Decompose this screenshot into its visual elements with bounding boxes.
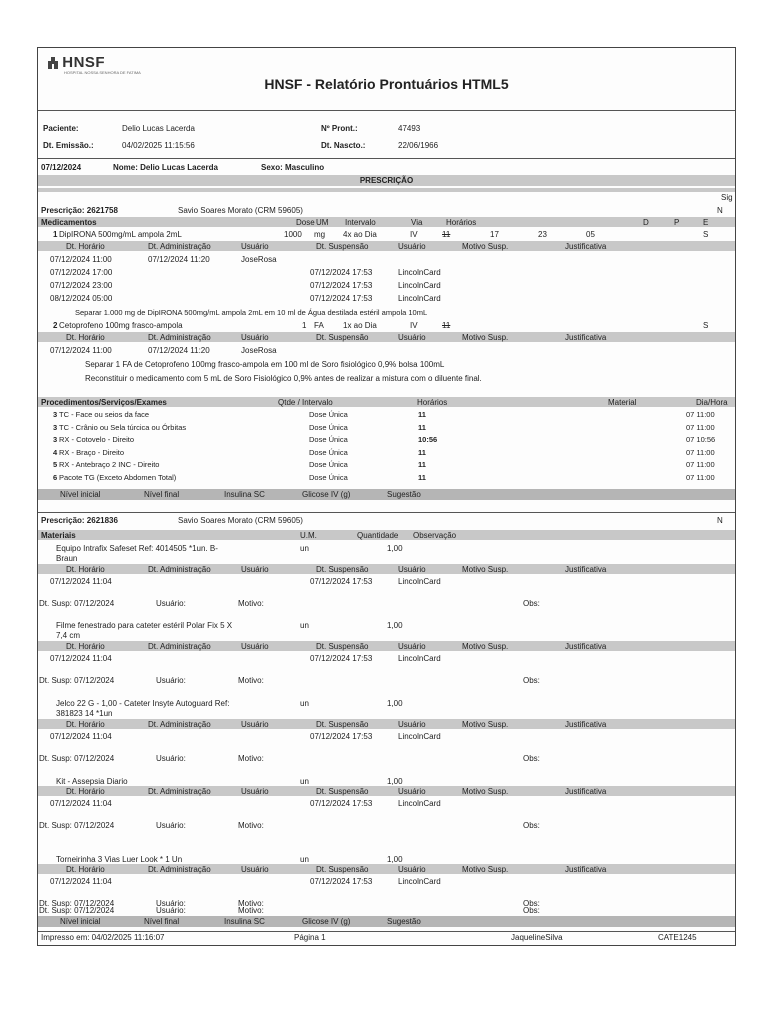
suspension-user-label: Usuário: bbox=[156, 754, 186, 763]
logo-text: HNSF bbox=[62, 54, 106, 71]
suspension-user-label: Usuário: bbox=[156, 821, 186, 830]
col-reason: Motivo Susp. bbox=[462, 720, 509, 729]
procedure-number: 5 bbox=[53, 460, 58, 470]
admin-row-suspension: 07/12/2024 17:53 bbox=[310, 732, 373, 741]
suspension-user-label: Usuário: bbox=[156, 899, 186, 908]
col-user2: Usuário bbox=[398, 720, 426, 729]
med-name: DipIRONA 500mg/mL ampola 2mL bbox=[59, 230, 182, 239]
hospital-building-icon bbox=[46, 56, 60, 70]
col-justification: Justificativa bbox=[565, 787, 607, 796]
med-time: 05 bbox=[586, 230, 595, 239]
admin-row-user2: LincolnCard bbox=[398, 577, 441, 586]
prescription-2-flag: N bbox=[717, 516, 723, 525]
admin-row-suspension: 07/12/2024 17:53 bbox=[310, 281, 373, 290]
prescription-2-doctor: Savio Soares Morato (CRM 59605) bbox=[178, 516, 303, 525]
admin-row-user2: LincolnCard bbox=[398, 877, 441, 886]
admin-row-administered: 07/12/2024 11:20 bbox=[148, 346, 210, 355]
suspension-date: Dt. Susp: 07/12/2024 bbox=[39, 599, 115, 608]
birth-date-label: Dt. Nascto.: bbox=[321, 141, 366, 150]
procedure-name: RX - Cotovelo - Direito bbox=[59, 435, 135, 445]
divider bbox=[38, 110, 735, 111]
admin-header-band bbox=[38, 864, 735, 874]
materials-header: Materiais bbox=[41, 531, 76, 540]
suspension-date: Dt. Susp: 07/12/2024 bbox=[39, 899, 115, 908]
procedure-time: 10:56 bbox=[418, 435, 438, 445]
col-interval: Intervalo bbox=[345, 218, 376, 227]
col-e: E bbox=[703, 218, 709, 227]
material-name-cont: 381823 14 *1un bbox=[56, 709, 113, 718]
procedure-time: 11 bbox=[418, 410, 426, 419]
admin-row-user2: LincolnCard bbox=[398, 732, 441, 741]
procedure-name: RX - Braço - Direito bbox=[59, 447, 125, 457]
admin-row-user2: LincolnCard bbox=[398, 654, 441, 663]
col-quantity: Quantidade bbox=[357, 531, 399, 540]
material-unit: un bbox=[300, 544, 309, 553]
suspension-reason-label: Motivo: bbox=[238, 821, 264, 830]
meds-header: Medicamentos bbox=[41, 218, 97, 227]
col-um: U.M. bbox=[300, 531, 317, 540]
col-time: Dt. Horário bbox=[66, 565, 105, 574]
col-administration: Dt. Administração bbox=[148, 865, 211, 874]
procedure-number: 4 bbox=[53, 447, 58, 457]
admin-header-band bbox=[38, 241, 735, 251]
col-time: Dt. Horário bbox=[66, 242, 105, 251]
printed-at: Impresso em: 04/02/2025 11:16:07 bbox=[41, 933, 165, 942]
suspension-obs-label: Obs: bbox=[523, 899, 540, 908]
suspension-date: Dt. Susp: 07/12/2024 bbox=[39, 906, 115, 915]
col-user: Usuário bbox=[241, 865, 269, 874]
col-justification: Justificativa bbox=[565, 242, 607, 251]
admin-header-band bbox=[38, 564, 735, 574]
material-name: Filme fenestrado para cateter estéril Polar Fix 5 X bbox=[56, 621, 233, 630]
suspension-date: Dt. Susp: 07/12/2024 bbox=[39, 821, 115, 830]
col-reason: Motivo Susp. bbox=[462, 565, 509, 574]
med-time: 11 bbox=[442, 321, 451, 330]
admin-row-suspension: 07/12/2024 17:53 bbox=[310, 654, 373, 663]
admin-header-band bbox=[38, 786, 735, 796]
col-reason: Motivo Susp. bbox=[462, 642, 509, 651]
col-reason: Motivo Susp. bbox=[462, 242, 509, 251]
procedure-name: TC - Face ou seios da face bbox=[59, 410, 150, 419]
admin-row-time: 07/12/2024 11:04 bbox=[50, 654, 112, 663]
col-administration: Dt. Administração bbox=[148, 642, 211, 651]
col-time: Dt. Horário bbox=[66, 865, 105, 874]
material-name: Jelco 22 G - 1,00 - Cateter Insyte Autoguard Ref: bbox=[56, 699, 230, 708]
prescription-date: 07/12/2024 bbox=[41, 163, 82, 172]
material-quantity: 1,00 bbox=[387, 544, 403, 553]
material-name-cont: Braun bbox=[56, 554, 78, 563]
col-justification: Justificativa bbox=[565, 865, 607, 874]
suspension-obs-label: Obs: bbox=[523, 821, 540, 830]
material-name: Kit - Assepsia Diario bbox=[56, 777, 128, 786]
emission-date-label: Dt. Emissão.: bbox=[43, 141, 94, 150]
procedure-quantity: Dose Única bbox=[309, 473, 348, 482]
col-user: Usuário bbox=[241, 242, 269, 251]
med-flag-e: S bbox=[703, 321, 709, 330]
col-suspension: Dt. Suspensão bbox=[316, 865, 369, 874]
procedure-day-time: 07 11:00 bbox=[686, 410, 715, 419]
document-code: CATE1245 bbox=[658, 933, 697, 942]
final-level-label: Nível final bbox=[144, 490, 180, 499]
procedure-day-time: 07 11:00 bbox=[686, 473, 715, 482]
col-times: Horários bbox=[446, 218, 477, 227]
suspension-obs-label: Obs: bbox=[523, 599, 540, 608]
hospital-logo bbox=[46, 54, 141, 75]
admin-row-time: 07/12/2024 23:00 bbox=[50, 281, 113, 290]
col-administration: Dt. Administração bbox=[148, 333, 211, 342]
procedure-quantity: Dose Única bbox=[309, 410, 348, 419]
admin-row-user2: LincolnCard bbox=[398, 799, 441, 808]
initial-level-label: Nível inicial bbox=[60, 917, 101, 926]
emission-date: 04/02/2025 11:15:56 bbox=[122, 141, 195, 150]
report-page bbox=[37, 47, 736, 946]
col-reason: Motivo Susp. bbox=[462, 787, 509, 796]
suspension-obs-label: Obs: bbox=[523, 906, 540, 915]
col-times: Horários bbox=[417, 398, 448, 407]
suggestion-label: Sugestão bbox=[387, 917, 421, 926]
prescription-1-flag: N bbox=[717, 206, 723, 215]
col-time: Dt. Horário bbox=[66, 333, 105, 342]
procedure-time: 11 bbox=[418, 422, 426, 432]
col-user2: Usuário bbox=[398, 642, 426, 651]
col-um: UM bbox=[316, 218, 329, 227]
material-name-cont: 7,4 cm bbox=[56, 631, 81, 640]
admin-row-time: 07/12/2024 11:00 bbox=[50, 346, 112, 355]
col-user: Usuário bbox=[241, 720, 269, 729]
med-number: 2 bbox=[53, 321, 58, 330]
procedure-time: 11 bbox=[418, 460, 426, 470]
col-user: Usuário bbox=[241, 642, 269, 651]
patient-label: Paciente: bbox=[43, 124, 79, 133]
admin-header-band bbox=[38, 641, 735, 651]
material-quantity: 1,00 bbox=[387, 621, 403, 630]
suspension-reason-label: Motivo: bbox=[238, 754, 264, 763]
col-d: D bbox=[643, 218, 649, 227]
admin-row-time: 07/12/2024 11:04 bbox=[50, 577, 112, 586]
birth-date: 22/06/1966 bbox=[398, 141, 439, 150]
material-quantity: 1,00 bbox=[387, 855, 403, 864]
suspension-date: Dt. Susp: 07/12/2024 bbox=[39, 676, 115, 685]
suggestion-label: Sugestão bbox=[387, 490, 421, 499]
procedure-quantity: Dose Única bbox=[309, 460, 348, 470]
material-unit: un bbox=[300, 855, 309, 864]
admin-row-suspension: 07/12/2024 17:53 bbox=[310, 799, 373, 808]
final-level-label: Nível final bbox=[144, 917, 180, 926]
procedure-day-time: 07 11:00 bbox=[686, 422, 715, 432]
initial-level-label: Nível inicial bbox=[60, 490, 101, 499]
col-suspension: Dt. Suspensão bbox=[316, 242, 369, 251]
procedure-time: 11 bbox=[418, 447, 426, 457]
admin-row-suspension: 07/12/2024 17:53 bbox=[310, 577, 373, 586]
admin-row-time: 07/12/2024 17:00 bbox=[50, 268, 113, 277]
suspension-user-label: Usuário: bbox=[156, 676, 186, 685]
med-time: 23 bbox=[538, 230, 547, 239]
suspension-date: Dt. Susp: 07/12/2024 bbox=[39, 754, 115, 763]
procedure-name: TC - Crânio ou Sela túrcica ou Órbitas bbox=[59, 422, 187, 432]
col-user2: Usuário bbox=[398, 787, 426, 796]
col-time: Dt. Horário bbox=[66, 642, 105, 651]
procedure-time: 11 bbox=[418, 473, 426, 482]
material-unit: un bbox=[300, 699, 309, 708]
admin-header-band bbox=[38, 719, 735, 729]
record-number: 47493 bbox=[398, 124, 421, 133]
med-note: Separar 1.000 mg de DipIRONA 500mg/mL ampola 2mL em 10 ml de Água destilada estéril ampola 10mL bbox=[75, 308, 428, 317]
prescription-2-label: Prescrição: 2621836 bbox=[41, 516, 118, 525]
col-quantity-interval: Qtde / Intervalo bbox=[278, 398, 333, 407]
procedure-day-time: 07 11:00 bbox=[686, 460, 715, 470]
med-unit: FA bbox=[314, 321, 324, 330]
col-user: Usuário bbox=[241, 787, 269, 796]
procedure-quantity: Dose Única bbox=[309, 447, 348, 457]
col-justification: Justificativa bbox=[565, 642, 607, 651]
med-number: 1 bbox=[53, 230, 58, 239]
col-administration: Dt. Administração bbox=[148, 242, 211, 251]
col-suspension: Dt. Suspensão bbox=[316, 565, 369, 574]
med-note: Reconstituir o medicamento com 5 mL de Soro Fisiológico 0,9% antes de realizar a mistura com o diluente final. bbox=[85, 374, 482, 383]
col-user: Usuário bbox=[241, 565, 269, 574]
med-interval: 4x ao Dia bbox=[343, 230, 377, 239]
col-suspension: Dt. Suspensão bbox=[316, 333, 369, 342]
prescription-1-label: Prescrição: 2621758 bbox=[41, 206, 118, 215]
col-justification: Justificativa bbox=[565, 333, 607, 342]
suspension-reason-label: Motivo: bbox=[238, 899, 264, 908]
med-unit: mg bbox=[314, 230, 326, 239]
admin-row-user: JoseRosa bbox=[241, 255, 277, 264]
divider bbox=[38, 931, 735, 932]
col-time: Dt. Horário bbox=[66, 720, 105, 729]
admin-row-suspension: 07/12/2024 17:53 bbox=[310, 294, 373, 303]
printed-by: JaquelineSilva bbox=[511, 933, 563, 942]
col-dose: Dose bbox=[296, 218, 315, 227]
med-time: 11 bbox=[442, 230, 451, 239]
suspension-user-label: Usuário: bbox=[156, 906, 186, 915]
logo-tagline: HOSPITAL NOSSA SENHORA DE FATIMA bbox=[64, 70, 141, 75]
report-title: HNSF - Relatório Prontuários HTML5 bbox=[264, 76, 509, 92]
col-user: Usuário bbox=[241, 333, 269, 342]
material-quantity: 1,00 bbox=[387, 699, 403, 708]
col-user2: Usuário bbox=[398, 565, 426, 574]
insulin-label: Insulina SC bbox=[224, 917, 265, 926]
col-suspension: Dt. Suspensão bbox=[316, 642, 369, 651]
admin-row-suspension: 07/12/2024 17:53 bbox=[310, 877, 373, 886]
glucose-label: Glicose IV (g) bbox=[302, 490, 351, 499]
material-unit: un bbox=[300, 777, 309, 786]
procedure-number: 6 bbox=[53, 473, 58, 482]
med-time: 17 bbox=[490, 230, 499, 239]
col-route: Via bbox=[411, 218, 423, 227]
patient-sex: Sexo: Masculino bbox=[261, 163, 325, 172]
col-reason: Motivo Susp. bbox=[462, 865, 509, 874]
procedure-quantity: Dose Única bbox=[309, 422, 348, 432]
procedure-number: 3 bbox=[53, 435, 58, 445]
col-day-time: Dia/Hora bbox=[696, 398, 728, 407]
med-dose: 1000 bbox=[284, 230, 302, 239]
admin-row-user2: LincolnCard bbox=[398, 268, 441, 277]
record-number-label: Nº Pront.: bbox=[321, 124, 358, 133]
procedure-day-time: 07 11:00 bbox=[686, 447, 715, 457]
procedure-number: 3 bbox=[53, 422, 58, 432]
suspension-obs-label: Obs: bbox=[523, 754, 540, 763]
material-name: Equipo Intrafix Safeset Ref: 4014505 *1un. B- bbox=[56, 544, 218, 553]
col-user2: Usuário bbox=[398, 242, 426, 251]
med-name: Cetoprofeno 100mg frasco-ampola bbox=[59, 321, 183, 330]
section-band bbox=[38, 188, 735, 192]
col-administration: Dt. Administração bbox=[148, 720, 211, 729]
admin-row-user2: LincolnCard bbox=[398, 281, 441, 290]
procedures-header: Procedimentos/Serviços/Exames bbox=[41, 398, 167, 407]
med-dose: 1 bbox=[302, 321, 307, 330]
col-p: P bbox=[674, 218, 680, 227]
material-quantity: 1,00 bbox=[387, 777, 403, 786]
col-justification: Justificativa bbox=[565, 565, 607, 574]
glucose-label: Glicose IV (g) bbox=[302, 917, 351, 926]
col-user2: Usuário bbox=[398, 865, 426, 874]
page-number: Página 1 bbox=[294, 933, 326, 942]
insulin-label: Insulina SC bbox=[224, 490, 265, 499]
material-unit: un bbox=[300, 621, 309, 630]
col-user2: Usuário bbox=[398, 333, 426, 342]
section-title: PRESCRIÇÃO bbox=[359, 176, 414, 185]
admin-row-user2: LincolnCard bbox=[398, 294, 441, 303]
prescription-1-doctor: Savio Soares Morato (CRM 59605) bbox=[178, 206, 303, 215]
col-material: Material bbox=[608, 398, 637, 407]
col-suspension: Dt. Suspensão bbox=[316, 720, 369, 729]
col-suspension: Dt. Suspensão bbox=[316, 787, 369, 796]
admin-header-band bbox=[38, 332, 735, 342]
procedure-quantity: Dose Única bbox=[309, 435, 348, 445]
suspension-reason-label: Motivo: bbox=[238, 906, 264, 915]
med-route: IV bbox=[410, 321, 418, 330]
suspension-reason-label: Motivo: bbox=[238, 599, 264, 608]
procedure-day-time: 07 10:56 bbox=[686, 435, 716, 445]
admin-row-user: JoseRosa bbox=[241, 346, 277, 355]
admin-row-time: 07/12/2024 11:04 bbox=[50, 799, 112, 808]
sig-column-label: Sig bbox=[721, 193, 733, 202]
admin-row-time: 08/12/2024 05:00 bbox=[50, 294, 113, 303]
admin-row-time: 07/12/2024 11:00 bbox=[50, 255, 112, 264]
admin-row-time: 07/12/2024 11:04 bbox=[50, 877, 112, 886]
med-route: IV bbox=[410, 230, 418, 239]
patient-full-name: Nome: Delio Lucas Lacerda bbox=[113, 163, 218, 172]
med-note: Separar 1 FA de Cetoprofeno 100mg frasco-ampola em 100 ml de Soro fisiológico 0,9% bolsa 100mL bbox=[85, 360, 445, 369]
col-administration: Dt. Administração bbox=[148, 787, 211, 796]
med-flag-e: S bbox=[703, 230, 709, 239]
procedure-name: RX - Antebraço 2 INC - Direito bbox=[59, 460, 160, 470]
admin-row-time: 07/12/2024 11:04 bbox=[50, 732, 112, 741]
divider bbox=[38, 512, 735, 513]
suspension-obs-label: Obs: bbox=[523, 676, 540, 685]
col-reason: Motivo Susp. bbox=[462, 333, 509, 342]
divider bbox=[38, 158, 735, 159]
col-administration: Dt. Administração bbox=[148, 565, 211, 574]
col-time: Dt. Horário bbox=[66, 787, 105, 796]
meds-header-band bbox=[38, 217, 735, 227]
procedure-name: Pacote TG (Exceto Abdomen Total) bbox=[59, 473, 177, 482]
admin-row-administered: 07/12/2024 11:20 bbox=[148, 255, 210, 264]
procedure-number: 3 bbox=[53, 410, 58, 419]
col-justification: Justificativa bbox=[565, 720, 607, 729]
patient-name: Delio Lucas Lacerda bbox=[122, 124, 195, 133]
col-observation: Observação bbox=[413, 531, 457, 540]
material-name: Torneirinha 3 Vias Luer Look * 1 Un bbox=[56, 855, 183, 864]
admin-row-suspension: 07/12/2024 17:53 bbox=[310, 268, 373, 277]
suspension-user-label: Usuário: bbox=[156, 599, 186, 608]
med-interval: 1x ao Dia bbox=[343, 321, 377, 330]
suspension-reason-label: Motivo: bbox=[238, 676, 264, 685]
